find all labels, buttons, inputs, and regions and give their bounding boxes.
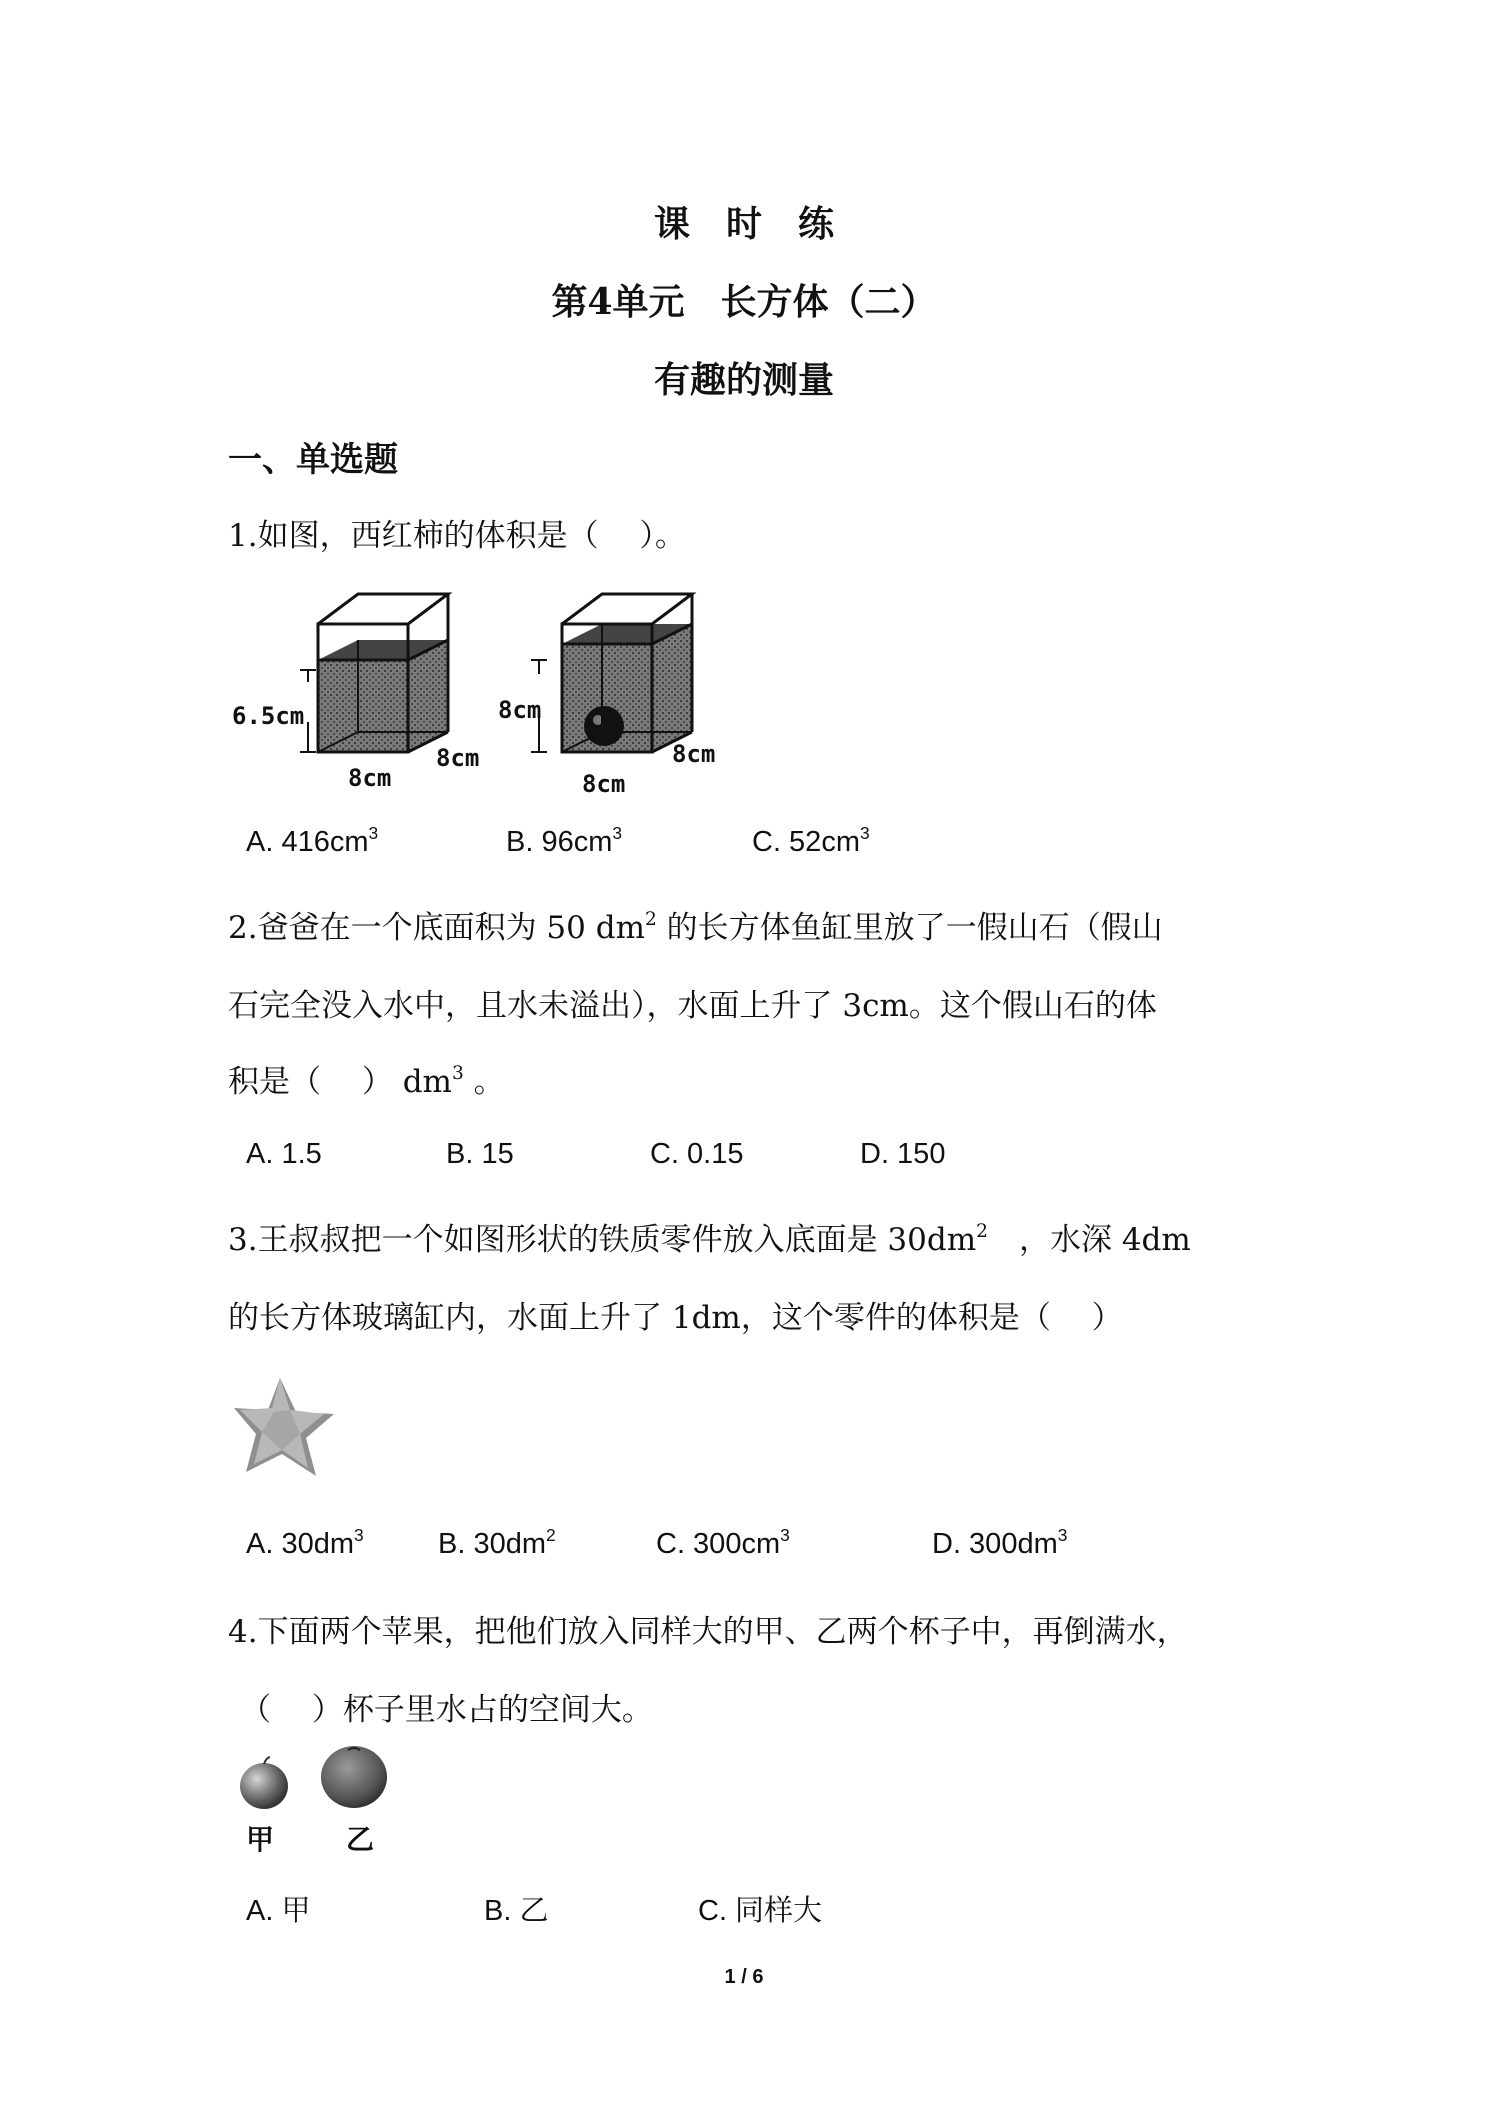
q1-right-width-label: 8cm xyxy=(582,770,626,798)
question-3-line-1: 3.王叔叔把一个如图形状的铁质零件放入底面是 $30dm^2$ ，水深 4dm xyxy=(228,1220,1191,1258)
unit-title: 第4单元 长方体（二） xyxy=(551,281,937,323)
q4-option-a[interactable]: A. 甲 xyxy=(246,1895,311,1927)
q3-option-c[interactable]: C. $300cm^3$ xyxy=(656,1524,790,1560)
q2-option-a[interactable]: A. 1.5 xyxy=(246,1138,322,1170)
question-2-line-3: 积是（ ） $dm^3$ 。 xyxy=(228,1062,505,1100)
question-2-line-1: 2.爸爸在一个底面积为 50 $dm^2$ 的长方体鱼缸里放了一假山石（假山 xyxy=(228,908,1163,946)
q1-option-b[interactable]: B. $96cm^3$ xyxy=(506,822,623,858)
q1-right-depth-label: 8cm xyxy=(672,740,716,768)
q1-option-a[interactable]: A. $416cm^3$ xyxy=(246,822,379,858)
question-3-line-2: 的长方体玻璃缸内，水面上升了 1dm，这个零件的体积是（ ） xyxy=(228,1300,1123,1336)
q2-option-d[interactable]: D. 150 xyxy=(860,1138,946,1170)
q4-option-b[interactable]: B. 乙 xyxy=(484,1895,549,1927)
question-1-text: 1.如图，西红柿的体积是（ ）。 xyxy=(228,518,686,554)
q3-option-a[interactable]: A. $30dm^3$ xyxy=(246,1524,364,1560)
section-heading: 一、单选题 xyxy=(228,440,398,480)
q1-left-depth-label: 8cm xyxy=(436,744,480,772)
apple-b-label: 乙 xyxy=(346,1823,375,1856)
question-4-line-2: （ ）杯子里水占的空间大。 xyxy=(240,1692,653,1728)
star-part-icon xyxy=(234,1372,344,1482)
worksheet-title: 课 时 练 xyxy=(653,203,834,245)
q1-left-height-label: 6.5cm xyxy=(232,702,305,730)
q2-option-b[interactable]: B. 15 xyxy=(446,1138,514,1170)
lesson-title: 有趣的测量 xyxy=(653,359,834,401)
q3-option-d[interactable]: D. $300dm^3$ xyxy=(932,1524,1068,1560)
q2-option-c[interactable]: C. 0.15 xyxy=(650,1138,744,1170)
q3-option-b[interactable]: B. $30dm^2$ xyxy=(438,1524,556,1560)
question-4-line-1: 4.下面两个苹果，把他们放入同样大的甲、乙两个杯子中，再倒满水， xyxy=(228,1614,1188,1650)
question-2-line-2: 石完全没入水中，且水未溢出），水面上升了 3cm。这个假山石的体 xyxy=(228,988,1157,1024)
q1-figure-right xyxy=(500,580,800,800)
q1-option-c[interactable]: C. $52cm^3$ xyxy=(752,822,870,858)
tomato-icon xyxy=(584,706,624,746)
q1-left-width-label: 8cm xyxy=(348,764,392,792)
apple-small-icon xyxy=(236,1756,292,1812)
apple-large-icon xyxy=(318,1742,390,1810)
q4-option-c[interactable]: C. 同样大 xyxy=(698,1895,823,1927)
apple-a-label: 甲 xyxy=(246,1823,275,1856)
q1-right-height-label: 8cm xyxy=(498,696,542,724)
page-number: 1 / 6 xyxy=(724,1966,764,1988)
